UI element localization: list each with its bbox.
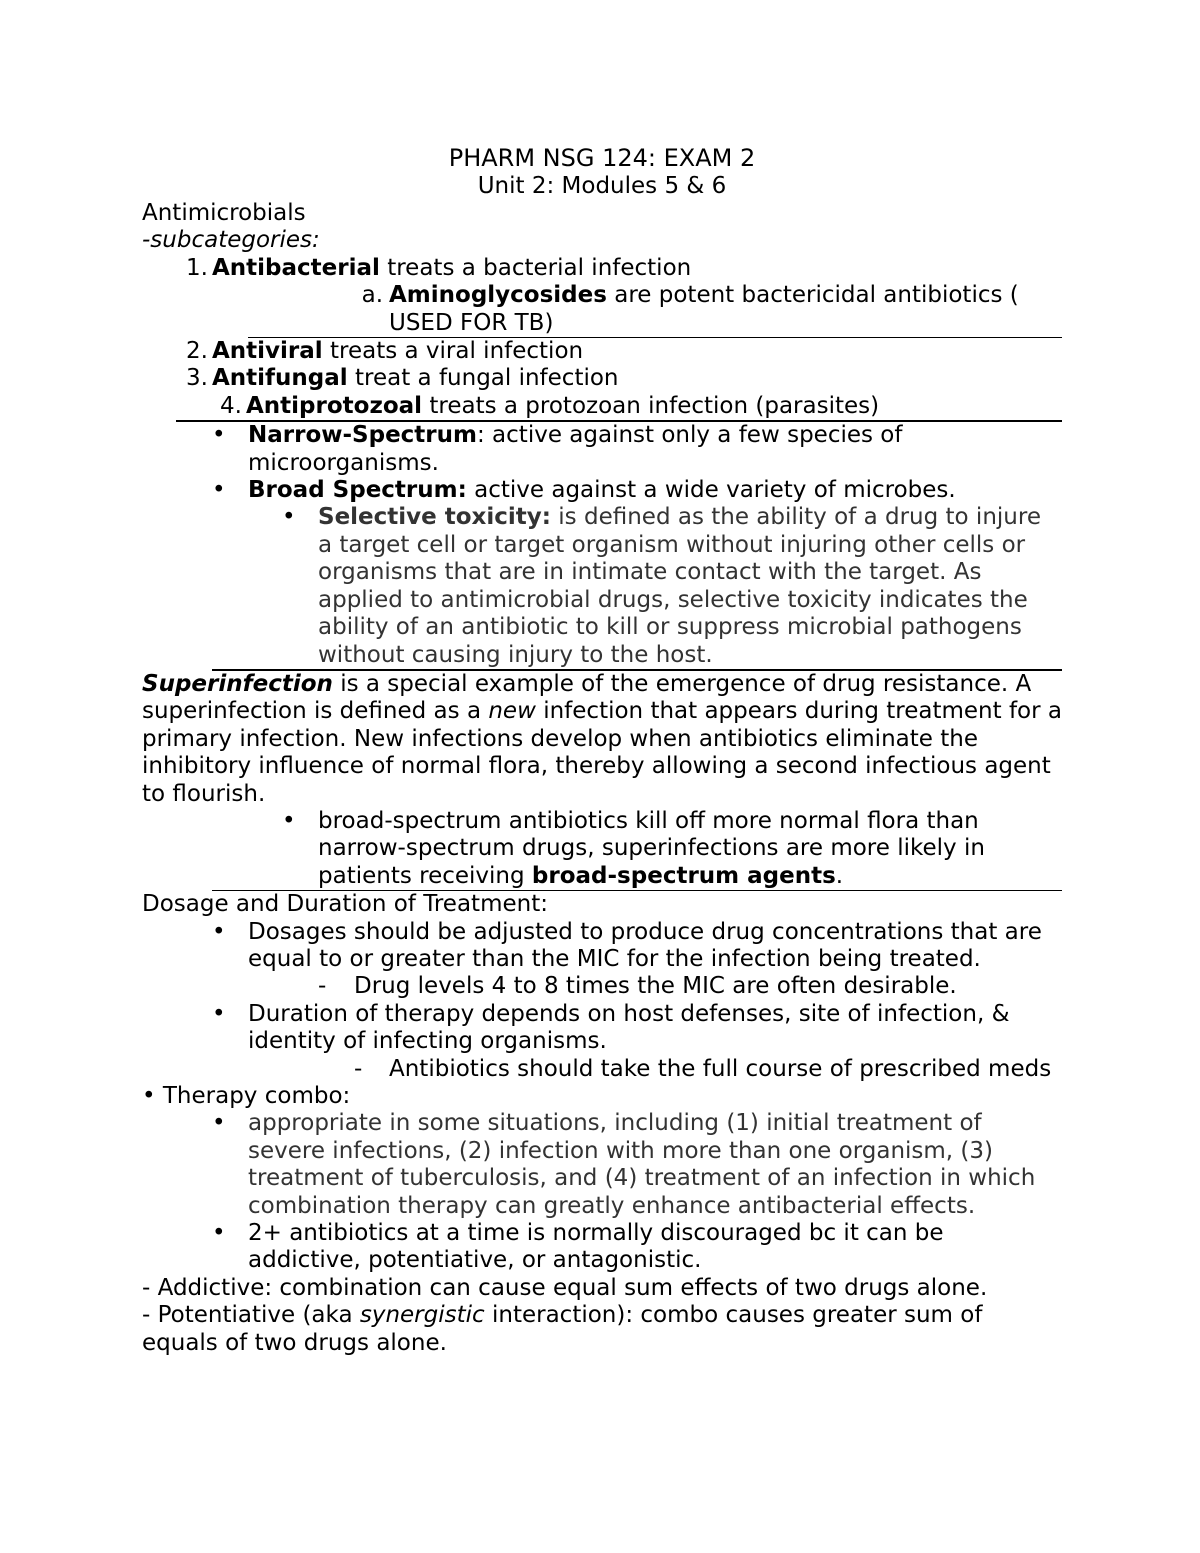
list-number: 1. xyxy=(186,254,208,281)
page-title: PHARM NSG 124: EXAM 2 xyxy=(448,144,756,172)
combo-heading: • Therapy combo: xyxy=(142,1083,351,1109)
page-subtitle: Unit 2: Modules 5 & 6 xyxy=(477,173,727,199)
term: Antiviral xyxy=(212,338,323,365)
term: Antibacterial xyxy=(212,254,380,281)
subcategories-heading: -subcategories: xyxy=(142,227,320,254)
list-item-antibacterial: 1. Antibacterial treats a bacterial infection xyxy=(142,255,1062,282)
list-item-antifungal: 3. Antifungal treat a fungal infection xyxy=(142,365,1062,392)
dosage-heading: Dosage and Duration of Treatment: xyxy=(142,891,548,918)
dash-glyph: - xyxy=(318,973,327,1000)
list-item-antiprotozoal: 4. Antiprotozoal treats a protozoan infection (parasites) xyxy=(176,393,1062,422)
list-item-antiviral: 2. Antiviral treats a viral infection xyxy=(142,338,1062,365)
bullet-glyph: • xyxy=(212,1110,226,1137)
bullet-glyph: • xyxy=(282,504,296,531)
term: Narrow-Spectrum xyxy=(248,422,477,449)
bullet-duration: • Duration of therapy depends on host defenses, site of infection, & identity of infecting organisms. xyxy=(212,1000,1010,1055)
bullet-combo-appropriate: • appropriate in some situations, including (1) initial treatment of severe infections, (2) infection with more than one organism, (3) treatment of tuberculosis, and (4) treatment of an infection in which combination therapy can greatly enhance antibacterial effects. xyxy=(212,1110,1036,1219)
list-item-aminoglycosides: a. Aminoglycosides are potent bactericidal antibiotics ( USED FOR TB) xyxy=(248,282,1062,338)
list-number: 4. xyxy=(220,392,242,419)
document-body xyxy=(142,143,1062,1357)
term: Broad Spectrum: xyxy=(248,477,467,504)
dash-glyph: - xyxy=(354,1055,363,1082)
bullet-glyph: • xyxy=(282,807,296,834)
dash-full-course: - Antibiotics should take the full course of prescribed meds xyxy=(354,1055,1052,1082)
addictive-line: - Addictive: combination can cause equal sum effects of two drugs alone. xyxy=(142,1274,988,1301)
term: Selective toxicity: xyxy=(318,504,551,531)
bullet-narrow-spectrum: • Narrow-Spectrum: active against only a few species of microorganisms. xyxy=(212,422,903,476)
term: Antiprotozoal xyxy=(246,392,423,419)
antimicrobials-heading: Antimicrobials xyxy=(142,200,306,226)
term: Antifungal xyxy=(212,365,348,392)
term: broad-spectrum agents xyxy=(531,862,836,889)
superinfection-paragraph: Superinfection is a special example of the emergence of drug resistance. A superinfection is defined as a new infection that appears during treatment for a primary infection. New infections develop when antibiotics eliminate the inhibitory influence of normal flora, thereby allowing a second infectious agent to flourish. xyxy=(142,670,1062,807)
dash-drug-levels: - Drug levels 4 to 8 times the MIC are often desirable. xyxy=(318,973,957,1000)
bullet-combo-discouraged: • 2+ antibiotics at a time is normally discouraged bc it can be addictive, potentiative, or antagonistic. xyxy=(212,1220,944,1274)
bullet-dosages: • Dosages should be adjusted to produce drug concentrations that are equal to or greater than the MIC for the infection being treated. xyxy=(212,918,1042,972)
term: Aminoglycosides xyxy=(389,282,607,309)
list-letter: a. xyxy=(361,282,383,309)
list-number: 3. xyxy=(186,365,208,392)
potentiative-line: - Potentiative (aka synergistic interaction): combo causes greater sum of equals of two drugs alone. xyxy=(142,1302,983,1356)
bullet-glyph: • xyxy=(212,422,226,449)
bullet-glyph: • xyxy=(212,477,226,504)
term: Superinfection xyxy=(142,670,333,697)
bullet-glyph: • xyxy=(212,1220,226,1247)
list-number: 2. xyxy=(186,338,208,365)
bullet-broad-spectrum-superinfection: • broad-spectrum antibiotics kill off more normal flora than narrow-spectrum drugs, superinfections are more likely in patients receiving broad-spectrum agents. xyxy=(212,808,1062,891)
bullet-broad-spectrum: • Broad Spectrum: active against a wide variety of microbes. xyxy=(212,477,956,504)
bullet-glyph: • xyxy=(212,918,226,945)
bullet-glyph: • xyxy=(212,1000,226,1027)
bullet-selective-toxicity: • Selective toxicity: is defined as the ability of a drug to injure a target cell or target organism without injuring other cells or organisms that are in intimate contact with the target. As applied to antimicrobial drugs, selective toxicity indicates the ability of an antibiotic to kill or suppress microbial pathogens without causing injury to the host. xyxy=(212,504,1062,670)
